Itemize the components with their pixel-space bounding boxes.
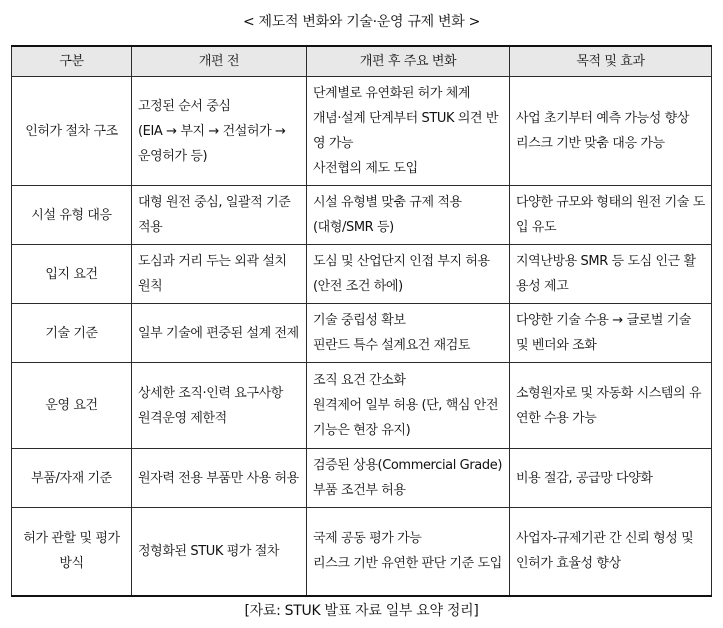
after-line: 시설 유형별 맞춤 규제 적용	[313, 195, 462, 210]
row-category: 입지 요건	[12, 245, 132, 304]
before-line: 원격운영 제한적	[138, 410, 227, 426]
table-body	[12, 77, 712, 596]
row-effect	[510, 508, 712, 596]
row-before	[132, 77, 307, 186]
after-line: 도심 및 산업단지 인접 부지 허용 (안전 조건 하에)	[313, 254, 490, 294]
row-before	[132, 508, 307, 596]
effect-line: 지역난방용 SMR 등 도심 인근 활용성 제고	[516, 254, 696, 294]
row-category: 부품/자재 기준	[12, 449, 132, 508]
effect-line: 비용 절감, 공급망 다양화	[516, 470, 653, 486]
header-after: 개편 후 주요 변화	[307, 46, 510, 77]
after-line: 개념·설계 단계부터 STUK 의견 반영 가능	[313, 111, 499, 151]
row-category: 운영 요건	[12, 363, 132, 449]
row-after	[307, 508, 510, 596]
before-line: 일부 기술에 편중된 설계 전제	[138, 325, 299, 341]
effect-line: 소형원자로 및 자동화 시스템의 유연한 수용 가능	[516, 385, 702, 426]
regulation-change-table	[11, 45, 712, 597]
effect-line: 다양한 기술 수용 → 글로벌 기술 및 벤더와 조화	[516, 313, 692, 353]
table-row	[12, 508, 712, 596]
row-after	[307, 77, 510, 186]
row-after	[307, 304, 510, 363]
row-before	[132, 304, 307, 363]
after-line: 핀란드 특수 설계요건 재검토	[313, 338, 471, 353]
table-row	[12, 363, 712, 449]
after-line: 국제 공동 평가 가능	[313, 531, 422, 547]
row-after	[307, 186, 510, 245]
after-line: 사전협의 제도 도입	[313, 161, 418, 176]
row-effect	[510, 186, 712, 245]
table-row	[12, 449, 712, 508]
effect-line: 리스크 기반 맞춤 대응 가능	[516, 136, 665, 151]
row-effect	[510, 363, 712, 449]
row-before	[132, 186, 307, 245]
table-title: < 제도적 변화와 기술·운영 규제 변화 >	[242, 14, 481, 30]
before-line: 대형 원전 중심, 일괄적 기준 적용	[138, 195, 291, 235]
row-before	[132, 245, 307, 304]
row-effect	[510, 449, 712, 508]
header-category: 구분	[12, 46, 132, 77]
after-line: 기술 중립성 확보	[313, 313, 406, 328]
row-category: 시설 유형 대응	[12, 186, 132, 245]
effect-line: 사업자-규제기관 간 신뢰 형성 및 인허가 효율성 향상	[516, 531, 694, 572]
table-row	[12, 304, 712, 363]
row-effect	[510, 304, 712, 363]
effect-line: 다양한 규모와 형태의 원전 기술 도입 유도	[516, 195, 705, 235]
row-before	[132, 363, 307, 449]
row-after	[307, 449, 510, 508]
row-category: 기술 기준	[12, 304, 132, 363]
row-after	[307, 245, 510, 304]
row-effect	[510, 245, 712, 304]
after-line: 단계별로 유연화된 허가 체계	[313, 86, 471, 101]
row-effect	[510, 77, 712, 186]
table-row	[12, 186, 712, 245]
after-line: 원격제어 일부 허용 (단, 핵심 안전기능은 현장 유지)	[313, 398, 499, 438]
before-line: (EIA → 부지 → 건설허가 → 운영허가 등)	[138, 123, 286, 164]
before-line: 고정된 순서 중심	[138, 98, 231, 114]
table-row	[12, 77, 712, 186]
after-line: 검증된 상용(Commercial Grade) 부품 조건부 허용	[313, 458, 502, 498]
after-line: (대형/SMR 등)	[313, 220, 394, 235]
row-category: 허가 관할 및 평가 방식	[12, 508, 132, 596]
table-row	[12, 245, 712, 304]
row-after	[307, 363, 510, 449]
effect-line: 사업 초기부터 예측 가능성 향상	[516, 111, 689, 126]
before-line: 도심과 거리 두는 외곽 설치 원칙	[138, 254, 287, 294]
table-header-row	[12, 46, 712, 77]
before-line: 원자력 전용 부품만 사용 허용	[138, 470, 299, 486]
header-before: 개편 전	[132, 46, 307, 77]
row-category: 인허가 절차 구조	[12, 77, 132, 186]
before-line: 상세한 조직·인력 요구사항	[138, 385, 283, 401]
after-line: 조직 요건 간소화	[313, 373, 406, 388]
after-line: 리스크 기반 유연한 판단 기준 도입	[313, 556, 502, 572]
source-note: [자료: STUK 발표 자료 일부 요약 정리]	[244, 603, 479, 619]
header-effect: 목적 및 효과	[510, 46, 712, 77]
before-line: 정형화된 STUK 평가 절차	[138, 543, 280, 559]
row-before	[132, 449, 307, 508]
